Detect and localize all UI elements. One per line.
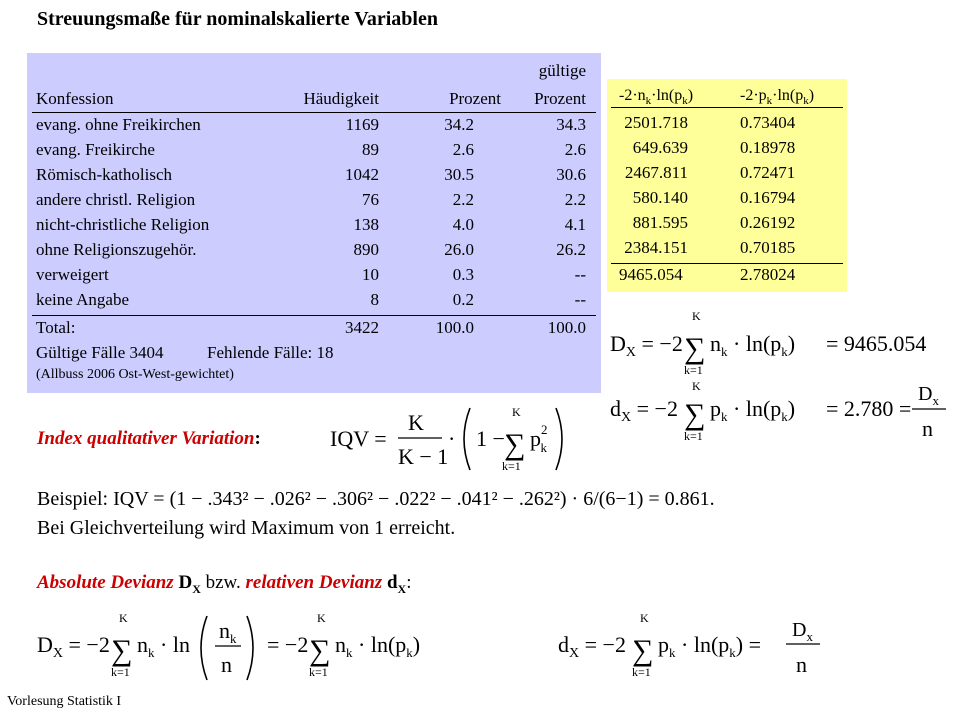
- ln-header-1: $-2\cdot n_k\cdot\ln(p_k)$: [619, 87, 694, 108]
- svg-text:K: K: [692, 309, 701, 323]
- svg-text:k=1: k=1: [309, 665, 328, 679]
- svg-text:n: n: [796, 652, 807, 677]
- svg-text:k=1: k=1: [684, 429, 703, 443]
- svg-text:DX = −2: $D_X = -2$: [37, 632, 110, 661]
- row-label: verweigert: [36, 265, 109, 284]
- ln-value-pk: 0.26192: [740, 213, 796, 232]
- row-label: evang. ohne Freikirchen: [36, 115, 201, 134]
- svg-text:n: n: [922, 416, 933, 441]
- row-label: Römisch-katholisch: [36, 165, 172, 184]
- iqv-label: Index qualitativer Variation:: [37, 428, 261, 449]
- dx-relative-value: = 2.780 =: [826, 396, 912, 421]
- row-percent: 0.3: [452, 265, 474, 284]
- svg-text:Dx: $D_x$: [792, 619, 813, 644]
- svg-text:k=1: k=1: [632, 665, 651, 679]
- ln-value-pk: 0.18978: [740, 138, 796, 157]
- iqv-formula: [328, 402, 568, 476]
- svg-text:k=1: k=1: [684, 363, 703, 377]
- svg-text:K: K: [640, 611, 649, 625]
- svg-text:nk · ln: $n_k \cdot \ln$: [137, 632, 190, 660]
- row-valid-percent: 26.2: [556, 240, 586, 259]
- total-freq: 3422: [345, 318, 379, 337]
- missing-cases: Fehlende Fälle: 18: [207, 343, 334, 362]
- row-frequency: 890: [353, 240, 379, 259]
- valid-cases: Gültige Fälle 3404: [36, 343, 164, 362]
- ln-value-nk: 649.639: [632, 138, 688, 157]
- svg-text:Dx: $D_x$: [918, 383, 939, 408]
- row-frequency: 10: [362, 265, 379, 284]
- row-percent: 30.5: [444, 165, 474, 184]
- row-percent: 34.2: [444, 115, 474, 134]
- total-valid-pct: 100.0: [547, 318, 586, 337]
- header-prozent: Prozent: [449, 89, 501, 108]
- row-label: ohne Religionszugehör.: [36, 240, 197, 259]
- svg-text:K: K: [317, 611, 326, 625]
- svg-text:k=1: k=1: [111, 665, 130, 679]
- svg-text:n: n: [221, 652, 232, 677]
- header-divider: [32, 112, 596, 113]
- svg-text:= −2: = −2: [267, 632, 309, 657]
- svg-text:∑: ∑: [111, 634, 133, 667]
- svg-text:K: K: [119, 611, 128, 625]
- ln-value-nk: 881.595: [632, 213, 688, 232]
- ln-value-nk: 2501.718: [624, 113, 688, 132]
- ln-table: [607, 79, 847, 292]
- svg-text:K − 1: K − 1: [398, 444, 449, 469]
- svg-text:dX = −2: $d_X = -2$: [558, 632, 626, 661]
- ln-value-nk: 2384.151: [624, 238, 688, 257]
- svg-text:pk · ln(pk): $p_k \cdot \ln(p_k)$: [710, 396, 796, 424]
- row-valid-percent: 30.6: [556, 165, 586, 184]
- ln-header-divider: [611, 107, 843, 108]
- svg-text:pk · ln(pk) =: $p_k \cdot \ln(p_k)$ =: [658, 632, 761, 660]
- svg-text:1 −: 1 −: [476, 426, 505, 451]
- row-label: keine Angabe: [36, 290, 129, 309]
- row-frequency: 138: [353, 215, 379, 234]
- row-percent: 4.0: [452, 215, 474, 234]
- data-source: (Allbuss 2006 Ost-West-gewichtet): [36, 367, 234, 382]
- page-title: Streuungsmaße für nominalskalierte Variablen: [37, 8, 438, 30]
- iqv-maximum-note: Bei Gleichverteilung wird Maximum von 1 erreicht.: [37, 517, 456, 539]
- total-pct: 100.0: [435, 318, 474, 337]
- svg-text:DX = −2: $D_X = -2$: [610, 331, 683, 360]
- row-label: andere christl. Religion: [36, 190, 196, 209]
- ln-value-pk: 0.70185: [740, 238, 796, 257]
- ln-value-pk: 0.16794: [740, 188, 796, 207]
- relative-deviance-formula: [556, 610, 826, 686]
- dx-relative-formula: [608, 378, 948, 448]
- iqv-example: Beispiel: IQV = (1 − .343² − .026² − .306² − .022² − .041² − .262²) · 6/(6−1) = 0.861.: [37, 488, 715, 510]
- footer-lecture: Vorlesung Statistik I: [7, 694, 122, 709]
- row-frequency: 1169: [345, 115, 379, 134]
- dx-value: = 9465.054: [826, 331, 927, 356]
- row-valid-percent: --: [574, 265, 586, 284]
- row-valid-percent: 4.1: [564, 215, 586, 234]
- ln-value-pk: 0.72471: [740, 163, 796, 182]
- row-frequency: 89: [362, 140, 379, 159]
- row-valid-percent: --: [574, 290, 586, 309]
- ln-sum-a: 9465.054: [619, 265, 683, 284]
- row-percent: 26.0: [444, 240, 474, 259]
- svg-text:∑: ∑: [684, 398, 706, 431]
- svg-text:K: K: [408, 410, 424, 435]
- row-frequency: 8: [370, 290, 379, 309]
- row-frequency: 1042: [345, 165, 379, 184]
- ln-sum-b: 2.78024: [740, 265, 796, 284]
- svg-text:nk · ln(pk): $n_k \cdot \ln(p_k)$: [335, 632, 421, 660]
- svg-text:∑: ∑: [309, 634, 331, 667]
- absolute-deviance-formula: [35, 610, 455, 686]
- svg-text:K: K: [512, 405, 521, 419]
- ln-header-2: $-2\cdot p_k\cdot\ln(p_k)$: [740, 87, 815, 108]
- total-divider: [32, 315, 596, 316]
- ln-sum-divider: [611, 263, 843, 264]
- ln-value-nk: 2467.811: [624, 163, 688, 182]
- frequency-table: [27, 53, 601, 393]
- svg-text:dX = −2: $d_X = -2$: [610, 396, 678, 425]
- row-label: nicht-christliche Religion: [36, 215, 210, 234]
- header-gueltige-prozent: Prozent: [534, 89, 586, 108]
- svg-text:nk: $n_k$: [219, 618, 237, 646]
- svg-text:∑: ∑: [632, 634, 654, 667]
- row-percent: 2.2: [452, 190, 474, 209]
- svg-text:p2k: $p^2$ k: [530, 422, 548, 455]
- row-percent: 2.6: [452, 140, 474, 159]
- header-konfession: Konfession: [36, 89, 114, 108]
- row-percent: 0.2: [452, 290, 474, 309]
- svg-text:·: ·: [448, 426, 456, 451]
- dx-formula: [608, 308, 948, 378]
- svg-text:nk · ln(pk): $n_k \cdot \ln(p_k)$: [710, 331, 796, 359]
- header-valid-line1: gültige: [538, 61, 586, 80]
- svg-text:IQV =: IQV =: [330, 426, 387, 451]
- deviance-label: Absolute Devianz $D_X$ bzw. relativen Devianz $d_X$:: [37, 572, 412, 596]
- row-label: evang. Freikirche: [36, 140, 155, 159]
- total-label: Total:: [36, 318, 76, 337]
- svg-text:k=1: k=1: [502, 459, 521, 473]
- row-valid-percent: 34.3: [556, 115, 586, 134]
- svg-text:K: K: [692, 379, 701, 393]
- row-frequency: 76: [362, 190, 379, 209]
- row-valid-percent: 2.6: [564, 140, 586, 159]
- ln-value-pk: 0.73404: [740, 113, 796, 132]
- ln-value-nk: 580.140: [632, 188, 688, 207]
- header-haeufigkeit: Häudigkeit: [303, 89, 379, 108]
- svg-text:∑: ∑: [684, 332, 706, 365]
- row-valid-percent: 2.2: [564, 190, 586, 209]
- svg-text:∑: ∑: [504, 428, 526, 461]
